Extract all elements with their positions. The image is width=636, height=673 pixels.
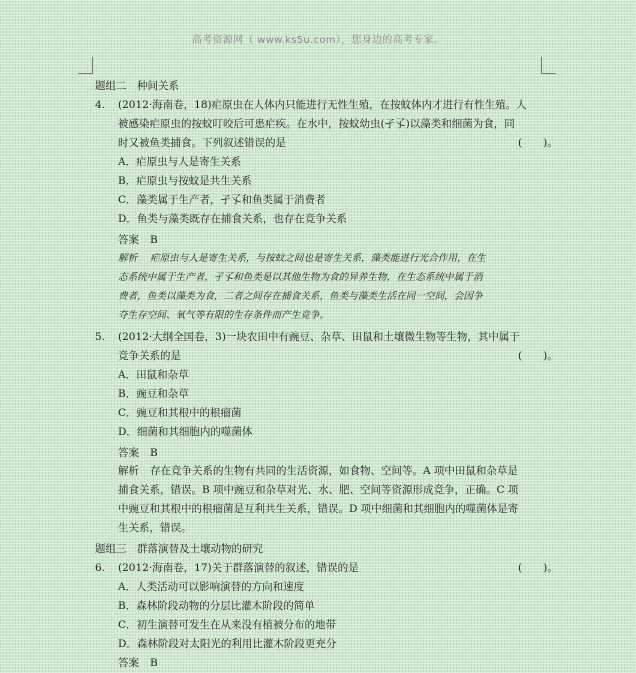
question-4-line1: 4. (2012·海南卷，18)疟原虫在人体内只能进行无性生殖，在按蚊体内才进行有性生殖。人: [95, 99, 527, 111]
question-6-answer: 答案 B: [118, 657, 158, 669]
question-4-line2: 被感染疟原虫的按蚊叮咬后可患疟疾。在水中，按蚊幼虫(孑孓)以藻类和细菌为食，同: [118, 118, 515, 130]
question-5-line2: 竞争关系的是 ( )。: [118, 350, 558, 362]
question-4-option-d: D．鱼类与藻类既存在捕食关系，也存在竞争关系: [118, 213, 347, 225]
question-4-option-c: C．藻类属于生产者，孑孓和鱼类属于消费者: [118, 194, 326, 206]
group2-title: 题组二 种间关系: [95, 80, 179, 92]
question-5-answer: 答案 B: [118, 447, 158, 459]
question-5-option-a: A．田鼠和杂草: [118, 369, 189, 381]
question-4-analysis-line1: 解析 疟原虫与人是寄生关系，与按蚊之间也是寄生关系，藻类能进行光合作用，在生: [118, 253, 486, 264]
question-4-answer: 答案 B: [118, 234, 158, 246]
question-4-option-a: A．疟原虫与人是寄生关系: [118, 156, 242, 168]
question-5-analysis-line3: 中豌豆和其根中的根瘤菌是互利共生关系，错误。D 项中细菌和其细胞内的噬菌体是寄: [118, 503, 519, 515]
page-header: 高考资源网（ www.ks5u.com），您身边的高考专家。: [191, 35, 445, 46]
question-4-analysis-line2: 态系统中属于生产者，孑孓和鱼类是以其他生物为食的异养生物，在生态系统中属于消: [118, 272, 483, 283]
question-5-analysis-line4: 生关系，错误。: [118, 522, 192, 534]
crop-mark-right: [541, 57, 556, 74]
question-5-analysis-line1: 解析 存在竞争关系的生物有共同的生活资源，如食物、空间等。A 项中田鼠和杂草是: [118, 465, 518, 477]
question-4-blank: ( )。: [518, 137, 558, 149]
question-5-option-d: D．细菌和其细胞内的噬菌体: [118, 426, 253, 438]
question-6-blank: ( )。: [518, 562, 558, 574]
crop-mark-left: [78, 57, 93, 74]
question-5-number: 5.: [95, 331, 106, 343]
group3-title: 题组三 群落演替及土壤动物的研究: [95, 543, 263, 555]
question-6-option-d: D．森林阶段对太阳光的利用比灌木阶段更充分: [118, 638, 337, 650]
question-6-number: 6.: [95, 562, 106, 574]
question-4-line3: 时又被鱼类捕食。下列叙述错误的是 ( )。: [118, 137, 558, 149]
question-5-option-b: B．豌豆和杂草: [118, 388, 189, 400]
question-4-option-b: B．疟原虫与按蚊是共生关系: [118, 175, 252, 187]
question-6-option-a: A．人类活动可以影响演替的方向和速度: [118, 581, 305, 593]
question-5-line1: 5. (2012·大纲全国卷，3)一块农田中有豌豆、杂草、田鼠和土壤微生物等生物，其中属于: [95, 331, 520, 343]
question-6-line1: 6. (2012·海南卷，17)关于群落演替的叙述，错误的是 ( )。: [95, 562, 558, 574]
question-6-option-c: C．初生演替可发生在从来没有植被分布的地带: [118, 619, 337, 631]
question-4-analysis-line3: 费者，鱼类以藻类为食，二者之间存在捕食关系，鱼类与藻类生活在同一空间，会因争: [118, 291, 483, 302]
question-5-option-c: C．豌豆和其根中的根瘤菌: [118, 407, 242, 419]
question-4-number: 4.: [95, 99, 106, 111]
question-6-option-b: B．森林阶段动物的分层比灌木阶段的简单: [118, 600, 315, 612]
question-5-analysis-line2: 捕食关系，错误。B 项中豌豆和杂草对光、水、肥、空间等资源形成竞争，正确。C 项: [118, 484, 519, 496]
question-5-blank: ( )。: [518, 350, 558, 362]
question-4-analysis-line4: 夺生存空间、氧气等有限的生存条件而产生竞争。: [118, 310, 330, 321]
